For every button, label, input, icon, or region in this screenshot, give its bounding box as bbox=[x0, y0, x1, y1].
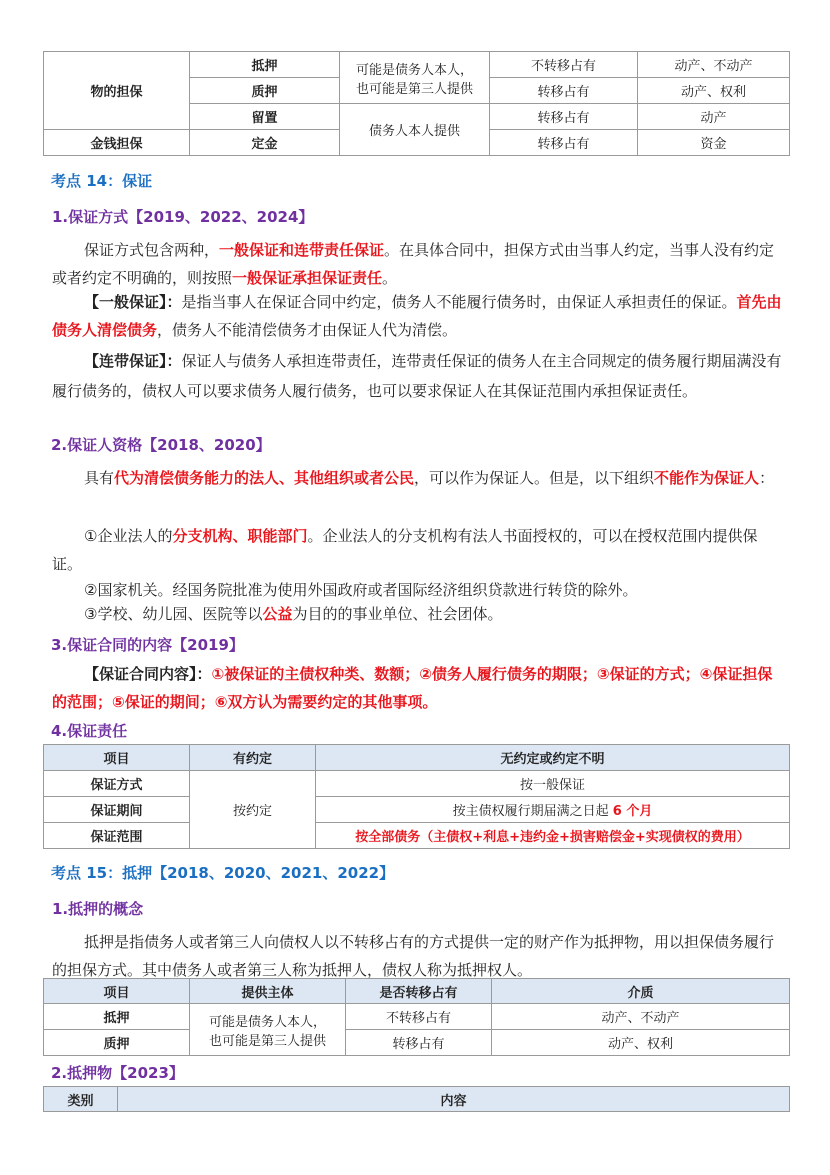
header-cell: 项目 bbox=[44, 745, 190, 771]
cell-line: 可能是债务人本人， bbox=[355, 62, 473, 78]
paragraph bbox=[52, 236, 782, 292]
text: 一般保证承担保证责任 bbox=[232, 269, 383, 287]
cell: 动产、不动产 bbox=[638, 52, 790, 78]
text: 【连带保证】： bbox=[84, 352, 182, 370]
cell-line: 也可能是第三人提供 bbox=[355, 81, 473, 97]
cell: 按一般保证 bbox=[316, 771, 790, 797]
cell: 转移占有 bbox=[490, 78, 638, 104]
header-cell: 有约定 bbox=[190, 745, 316, 771]
text: 是指当事人在保证合同中约定，债务人不能履行债务时，由保证人承担责任的保证。 bbox=[181, 293, 737, 311]
cell bbox=[190, 1004, 346, 1056]
cell: 转移占有 bbox=[346, 1030, 492, 1056]
header-cell: 是否转移占有 bbox=[346, 979, 492, 1004]
cell: 按全部债务（主债权+利息+违约金+损害赔偿金+实现债权的费用） bbox=[316, 823, 790, 849]
header-cell: 无约定或约定不明 bbox=[316, 745, 790, 771]
text: ③学校、幼儿园、医院等以 bbox=[84, 605, 263, 623]
cell-line: 可能是债务人本人， bbox=[208, 1014, 326, 1030]
cell: 抵押 bbox=[44, 1004, 190, 1030]
paragraph: ②国家机关。经国务院批准为使用外国政府或者国际经济组织贷款进行转贷的除外。 bbox=[84, 581, 638, 599]
cell: 金钱担保 bbox=[44, 130, 190, 156]
text: 代为清偿债务能力的法人、其他组织或者公民 bbox=[114, 469, 415, 487]
header-cell: 提供主体 bbox=[190, 979, 346, 1004]
text: ①被保证的主债权种类、数额；②债务人履行债务的期限；③保证的方式；④保证担保的范围；⑤保证的期间；⑥双方认为需要约定的其他事项。 bbox=[52, 665, 773, 711]
cell: 留置 bbox=[190, 104, 340, 130]
text: 一般保证和连带责任保证 bbox=[219, 241, 385, 259]
paragraph bbox=[52, 288, 782, 344]
header-cell: 内容 bbox=[118, 1087, 790, 1112]
mortgage-concept-table bbox=[43, 978, 790, 1056]
cell: 动产、权利 bbox=[638, 78, 790, 104]
cell: 债务人本人提供 bbox=[340, 104, 490, 156]
text: ： bbox=[759, 469, 775, 487]
kp14-s1-title: 1.保证方式【2019、2022、2024】 bbox=[52, 208, 314, 226]
text: ，债务人不能清偿债务才由保证人代为清偿。 bbox=[157, 321, 458, 339]
cell: 保证期间 bbox=[44, 797, 190, 823]
cell bbox=[340, 52, 490, 104]
kp14-title: 考点 14：保证 bbox=[51, 172, 153, 190]
cell bbox=[316, 797, 790, 823]
text: 具有 bbox=[84, 469, 115, 487]
paragraph bbox=[52, 522, 782, 578]
cell: 资金 bbox=[638, 130, 790, 156]
text: 保证人与债务人承担连带责任，连带责任保证的债务人在主合同规定的债务履行期届满没有履行债务的，债权人可以要求债务人履行债务，也可以要求保证人在其保证范围内承担保证责任。 bbox=[52, 352, 782, 400]
header-cell: 介质 bbox=[492, 979, 790, 1004]
text: 按主债权履行期届满之日起 bbox=[452, 804, 613, 819]
text: 公益 bbox=[262, 605, 293, 623]
paragraph bbox=[52, 464, 782, 492]
mortgage-item-table bbox=[43, 1086, 790, 1112]
text: 【保证合同内容】： bbox=[84, 665, 212, 683]
cell: 物的担保 bbox=[44, 52, 190, 130]
paragraph bbox=[52, 346, 782, 406]
text: 不能作为保证人 bbox=[654, 469, 760, 487]
kp15-s1-title: 1.抵押的概念 bbox=[52, 900, 144, 918]
kp15-title: 考点 15：抵押【2018、2020、2021、2022】 bbox=[51, 864, 395, 882]
kp14-s2-title: 2.保证人资格【2018、2020】 bbox=[51, 436, 271, 454]
text: 为目的的事业单位、社会团体。 bbox=[292, 605, 503, 623]
cell: 定金 bbox=[190, 130, 340, 156]
paragraph bbox=[52, 660, 782, 716]
cell: 转移占有 bbox=[490, 130, 638, 156]
guarantee-liability-table bbox=[43, 744, 790, 849]
text: 【一般保证】： bbox=[84, 293, 182, 311]
cell: 动产、权利 bbox=[492, 1030, 790, 1056]
text: 。 bbox=[382, 269, 398, 287]
text: ，可以作为保证人。但是，以下组织 bbox=[414, 469, 655, 487]
cell: 抵押 bbox=[190, 52, 340, 78]
cell-line: 也可能是第三人提供 bbox=[208, 1033, 326, 1049]
paragraph: 抵押是指债务人或者第三人向债权人以不转移占有的方式提供一定的财产作为抵押物，用以担保债务履行的担保方式。其中债务人或者第三人称为抵押人，债权人称为抵押权人。 bbox=[52, 933, 775, 979]
cell: 不转移占有 bbox=[490, 52, 638, 78]
cell: 转移占有 bbox=[490, 104, 638, 130]
text: 分支机构、职能部门 bbox=[172, 527, 308, 545]
text: 6 个月 bbox=[612, 804, 653, 819]
text: ①企业法人的 bbox=[84, 527, 173, 545]
cell: 动产、不动产 bbox=[492, 1004, 790, 1030]
top-guarantee-table bbox=[43, 51, 790, 156]
kp14-s3-title: 3.保证合同的内容【2019】 bbox=[51, 636, 244, 654]
text: 首先由债务人清偿债务 bbox=[52, 293, 782, 339]
cell: 动产 bbox=[638, 104, 790, 130]
cell: 质押 bbox=[190, 78, 340, 104]
text: 保证方式包含两种， bbox=[84, 241, 220, 259]
kp14-s4-title: 4.保证责任 bbox=[51, 722, 128, 740]
cell: 保证范围 bbox=[44, 823, 190, 849]
text: 。企业法人的分支机构有法人书面授权的，可以在授权范围内提供保证。 bbox=[52, 527, 758, 573]
cell: 按约定 bbox=[190, 771, 316, 849]
cell: 不转移占有 bbox=[346, 1004, 492, 1030]
header-cell: 项目 bbox=[44, 979, 190, 1004]
header-cell: 类别 bbox=[44, 1087, 118, 1112]
cell: 保证方式 bbox=[44, 771, 190, 797]
text: 。在具体合同中，担保方式由当事人约定，当事人没有约定或者约定不明确的，则按照 bbox=[52, 241, 775, 287]
kp15-s2-title: 2.抵押物【2023】 bbox=[51, 1064, 184, 1082]
paragraph bbox=[52, 602, 782, 626]
cell: 质押 bbox=[44, 1030, 190, 1056]
